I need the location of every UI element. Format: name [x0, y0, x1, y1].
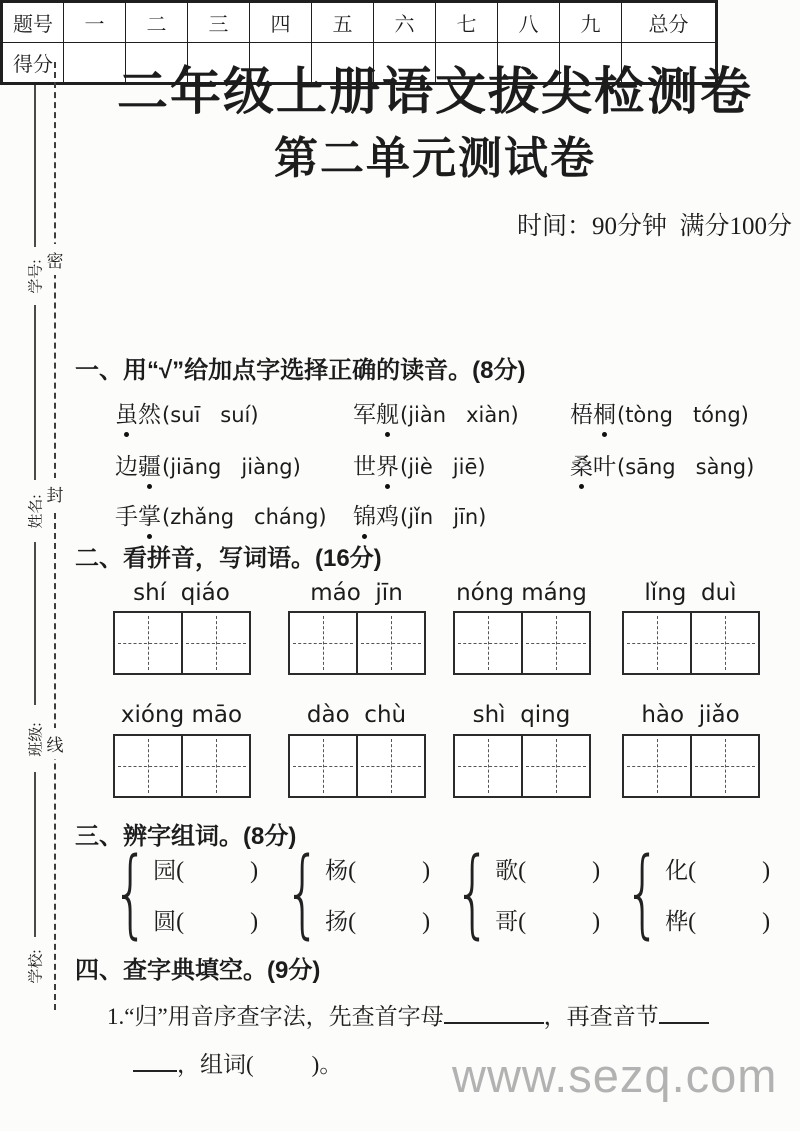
word-part: 世: [353, 454, 376, 479]
writing-grid[interactable]: [453, 734, 591, 798]
pair-top-line: 歌( ): [495, 857, 601, 884]
pinyin-label: dào chù: [306, 702, 407, 728]
writing-grid[interactable]: [113, 734, 251, 798]
header-cell: 六: [374, 2, 436, 43]
class-label: 班级:: [28, 722, 45, 757]
header-cell: 七: [436, 2, 498, 43]
writing-grid[interactable]: [113, 611, 251, 675]
char: 圆: [153, 908, 177, 934]
grid-cell[interactable]: [115, 736, 181, 796]
word-choice-item: [115, 396, 259, 429]
pinyin-label: hào jiǎo: [641, 702, 740, 728]
dotted-char: 桑: [570, 448, 593, 481]
char: 化: [665, 857, 689, 883]
word-part: 边: [115, 454, 138, 479]
char-pair-group: [100, 837, 259, 949]
pinyin-label: nóng máng: [456, 580, 587, 606]
pair-top-line: 杨( ): [325, 857, 431, 884]
grid-cell[interactable]: [690, 613, 758, 673]
writing-grid[interactable]: [622, 734, 760, 798]
header-cell: 题号: [2, 2, 64, 43]
word-choice-item: [570, 448, 754, 481]
q1-heading: 一、用“√”给加点字选择正确的读音。(8分): [75, 357, 526, 384]
seal-char-xian: 线: [45, 728, 65, 759]
grid-cell[interactable]: [455, 613, 521, 673]
dotted-char: 疆: [138, 448, 161, 481]
pair-bottom-line: 扬( ): [325, 908, 431, 935]
page-title: 二年级上册语文拔尖检测卷: [116, 65, 753, 121]
word-choice-item: [353, 396, 519, 429]
pinyin-options: (suī suí): [162, 403, 259, 427]
pair-bottom-line: 桦( ): [665, 908, 771, 935]
grid-cell[interactable]: [624, 613, 690, 673]
grid-cell[interactable]: [115, 613, 181, 673]
pinyin-options: (jiāng jiàng): [162, 455, 301, 479]
pinyin-options: (jiè jiē): [400, 455, 486, 479]
margin-blank-line: [34, 772, 36, 937]
grid-cell[interactable]: [290, 613, 356, 673]
curly-brace: {: [284, 837, 321, 949]
dotted-char: 桐: [593, 396, 616, 429]
student-id-label: 学号:: [28, 259, 45, 294]
time-score-info: 时间：90分钟 满分100分: [516, 213, 792, 240]
q4-text: )。: [311, 1052, 343, 1077]
word-choice-item: [353, 498, 486, 531]
answer-blank[interactable]: [659, 1004, 709, 1024]
pinyin-label: máo jīn: [310, 580, 403, 606]
curly-brace: {: [624, 837, 661, 949]
grid-cell[interactable]: [356, 613, 424, 673]
grid-cell[interactable]: [181, 613, 249, 673]
word-part: 军: [353, 402, 376, 427]
school-label: 学校:: [28, 949, 45, 984]
writing-grid[interactable]: [288, 611, 426, 675]
answer-blank[interactable]: [133, 1052, 177, 1072]
q2-heading: 二、看拼音，写词语。(16分): [75, 545, 382, 572]
dotted-char: 虽: [115, 396, 138, 429]
pinyin-options: (zhǎng cháng): [162, 505, 327, 529]
writing-grid[interactable]: [622, 611, 760, 675]
margin-blank-line: [34, 305, 36, 480]
grid-cell[interactable]: [356, 736, 424, 796]
header-cell: 五: [312, 2, 374, 43]
pinyin-label: shì qing: [472, 702, 571, 728]
site-watermark: www.sezq.com: [452, 1049, 778, 1102]
writing-grid[interactable]: [288, 734, 426, 798]
margin-blank-line: [34, 85, 36, 247]
pair-bottom-line: 哥( ): [495, 908, 601, 935]
answer-blank[interactable]: [444, 1004, 544, 1024]
seal-char-mi: 密: [45, 244, 65, 275]
pair-top-line: 园( ): [153, 857, 259, 884]
margin-blank-line: [34, 542, 36, 705]
pinyin-options: (jǐn jīn): [400, 505, 487, 529]
score-row-label: 得分: [2, 43, 64, 84]
q4-heading: 四、查字典填空。(9分): [75, 957, 321, 984]
word-choice-item: [115, 448, 301, 481]
word-choice-item: [570, 396, 749, 429]
grid-cell[interactable]: [624, 736, 690, 796]
grid-cell[interactable]: [455, 736, 521, 796]
header-cell: 二: [126, 2, 188, 43]
word-choice-item: [353, 448, 486, 481]
writing-grid[interactable]: [453, 611, 591, 675]
header-cell: 一: [64, 2, 126, 43]
page-subtitle: 第二单元测试卷: [274, 134, 596, 183]
char-pair-group: [442, 837, 601, 949]
char-pair-group: [612, 837, 771, 949]
word-part: 然: [138, 402, 161, 427]
q4-text: 1.“归”用音序查字法，先查首字母: [107, 1004, 444, 1029]
char: 桦: [665, 908, 689, 934]
curly-brace: {: [112, 837, 149, 949]
header-cell: 四: [250, 2, 312, 43]
pinyin-label: lǐng duì: [644, 580, 737, 606]
q4-line1: [107, 998, 709, 1031]
word-part: 鸡: [376, 504, 399, 529]
word-choice-item: [115, 498, 327, 531]
q4-line2: [133, 1046, 342, 1079]
dotted-char: 界: [376, 448, 399, 481]
pinyin-options: (sāng sàng): [617, 455, 755, 479]
word-part: 叶: [593, 454, 616, 479]
pair-bottom-line: 圆( ): [153, 908, 259, 935]
grid-cell[interactable]: [521, 736, 589, 796]
word-part: 手: [115, 504, 138, 529]
char: 园: [153, 857, 177, 883]
q3-heading: 三、辨字组词。(8分): [75, 823, 297, 850]
pinyin-options: (jiàn xiàn): [400, 403, 519, 427]
dotted-char: 掌: [138, 498, 161, 531]
student-name-label: 姓名:: [28, 494, 45, 529]
curly-brace: {: [454, 837, 491, 949]
pair-top-line: 化( ): [665, 857, 771, 884]
char: 哥: [495, 908, 519, 934]
header-cell: 八: [498, 2, 560, 43]
char: 杨: [325, 857, 349, 883]
q4-text: ，组词(: [177, 1052, 254, 1077]
char: 扬: [325, 908, 349, 934]
pinyin-label: xióng māo: [120, 702, 243, 728]
q4-text: ，再查音节: [543, 1004, 659, 1029]
dotted-char: 舰: [376, 396, 399, 429]
header-cell: 三: [188, 2, 250, 43]
char-pair-group: [272, 837, 431, 949]
score-table-header-row: [2, 2, 717, 43]
pinyin-label: shí qiáo: [133, 580, 230, 606]
grid-cell[interactable]: [290, 736, 356, 796]
grid-cell[interactable]: [181, 736, 249, 796]
seal-char-feng: 封: [45, 478, 65, 509]
seal-dashed-line: [54, 62, 56, 1010]
pinyin-options: (tòng tóng): [617, 403, 749, 427]
word-part: 梧: [570, 402, 593, 427]
header-cell: 九: [560, 2, 622, 43]
grid-cell[interactable]: [690, 736, 758, 796]
char: 歌: [495, 857, 519, 883]
dotted-char: 锦: [353, 498, 376, 531]
grid-cell[interactable]: [521, 613, 589, 673]
header-cell: 总分: [622, 2, 717, 43]
